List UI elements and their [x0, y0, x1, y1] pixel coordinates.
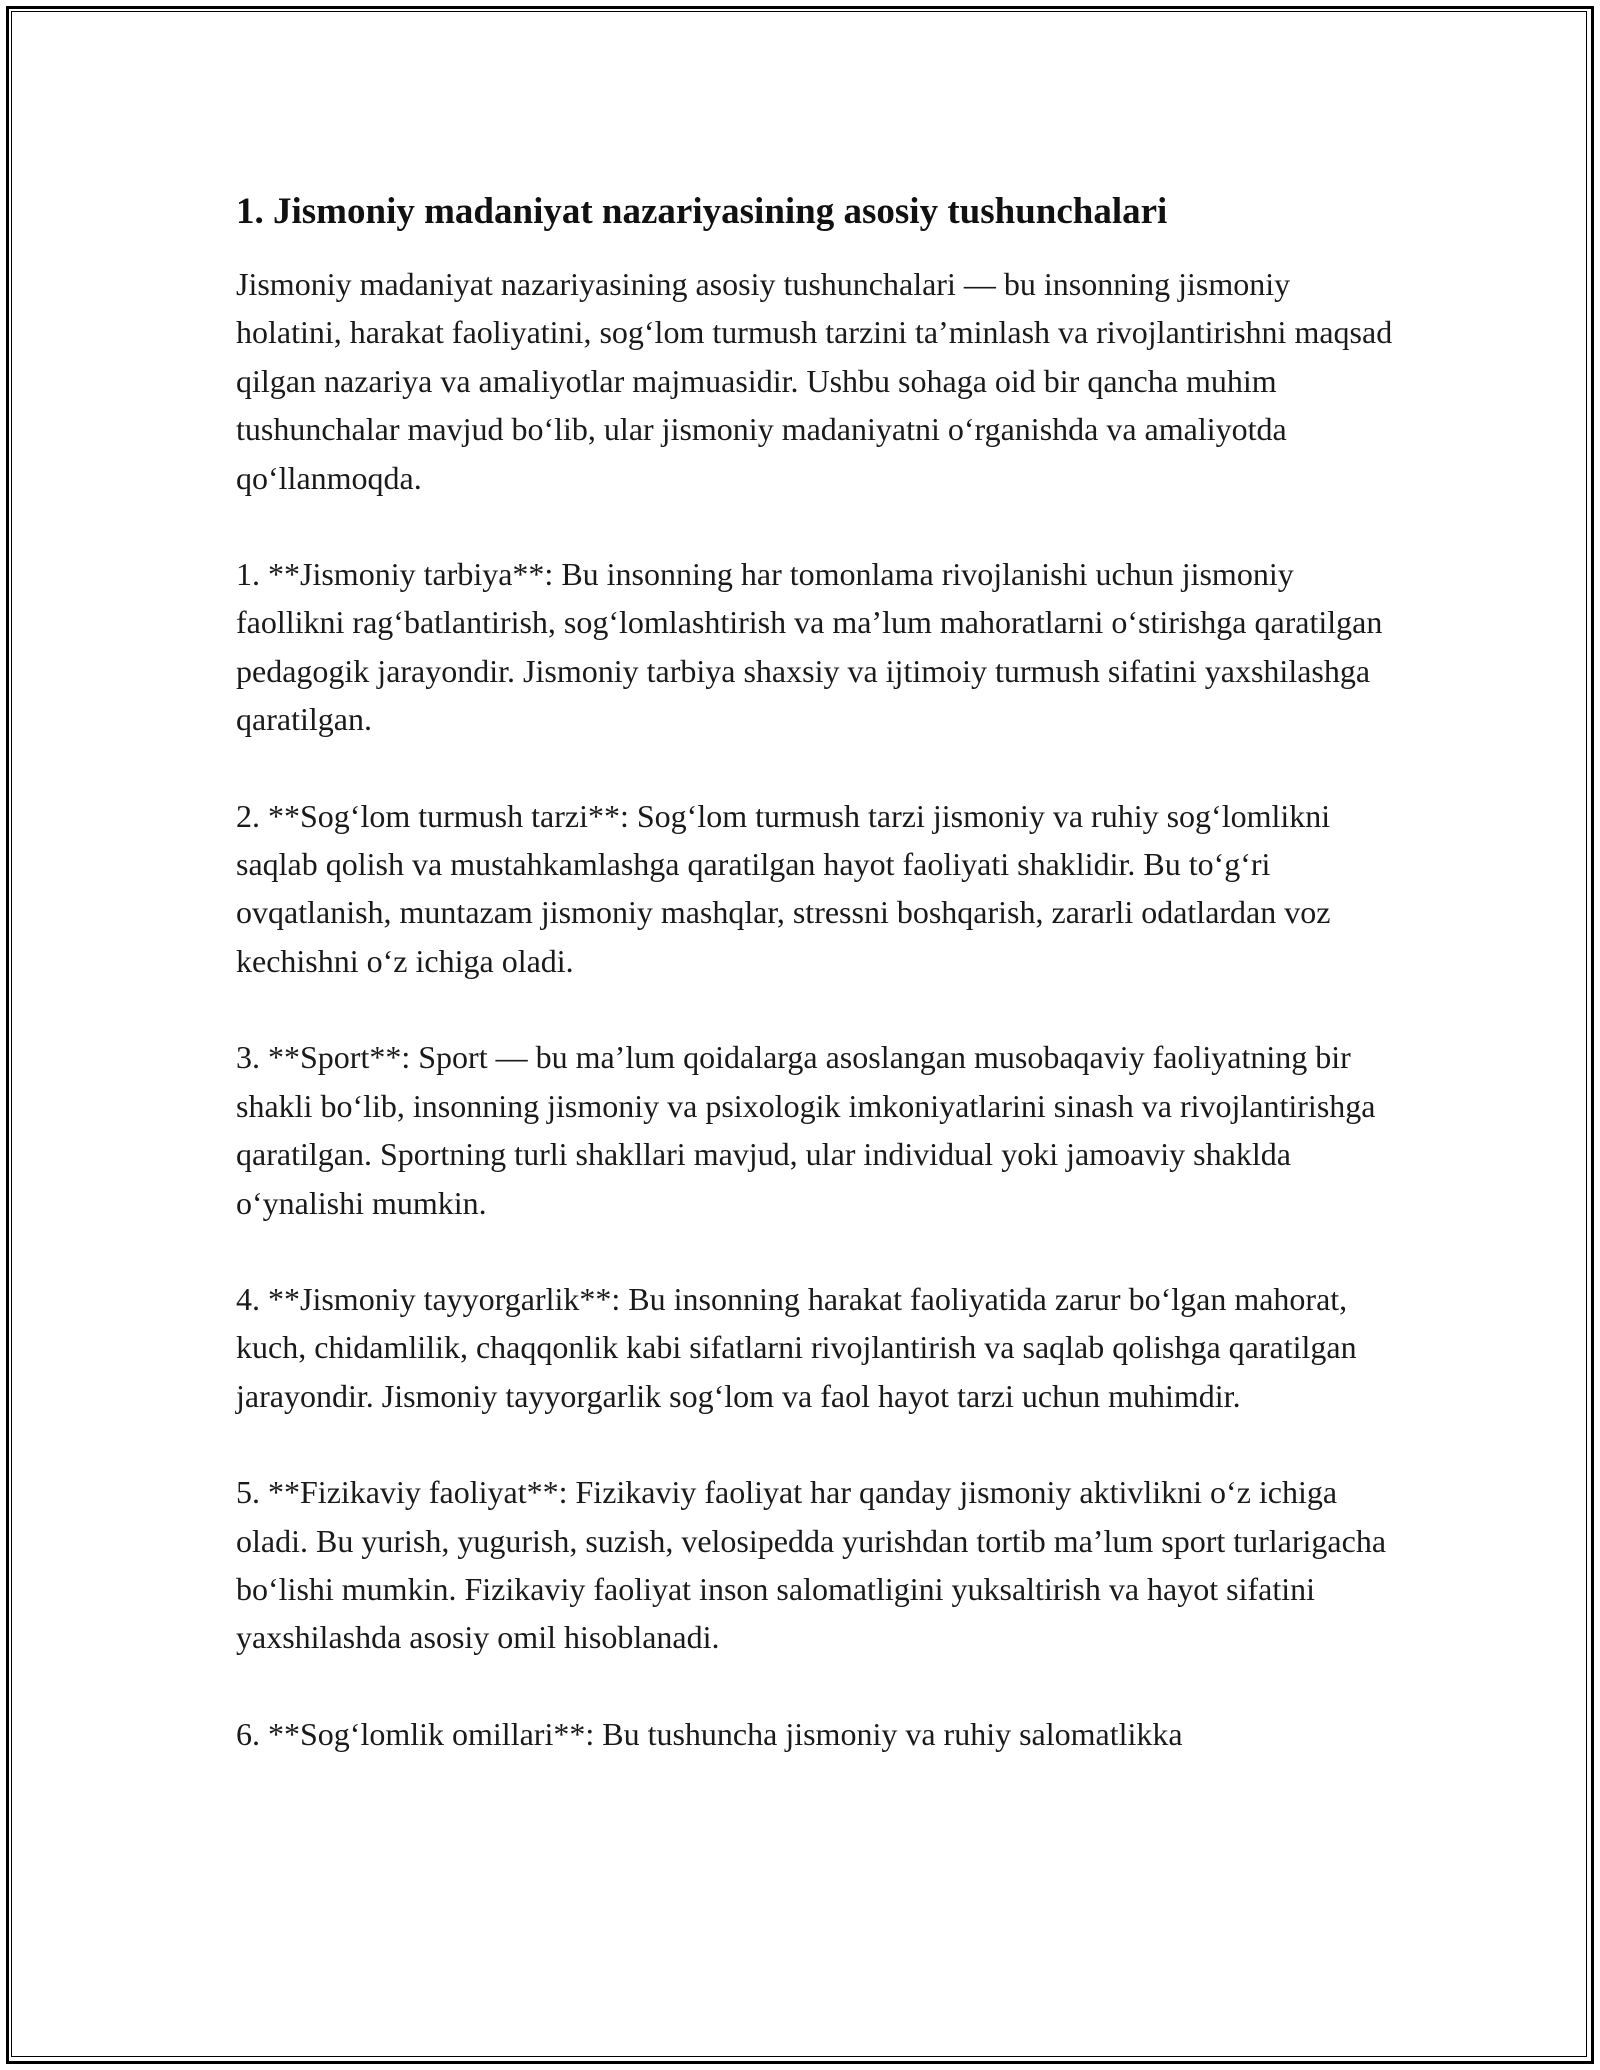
paragraph-soglomlik-omillari: 6. **Sog‘lomlik omillari**: Bu tushuncha jismoniy va ruhiy salomatlikka	[236, 1715, 1183, 1752]
document-body	[236, 186, 1396, 1806]
paragraph-fizikaviy-faoliyat: 5. **Fizikaviy faoliyat**: Fizikaviy faoliyat har qanday jismoniy aktivlikni o‘z ichiga oladi. Bu yurish, yugurish, suzish, velosipedda yurishdan tortib ma’lum sport turlarigacha bo‘lishi mumkin. Fizikaviy faoliyat inson salomatligini yuksaltirish va hayot sifatini yaxshilashda asosiy omil hisoblanadi.	[236, 1474, 1387, 1656]
intro-paragraph: Jismoniy madaniyat nazariyasining asosiy tushunchalari — bu insonning jismoniy holatini, harakat faoliyatini, sog‘lom turmush tarzini ta’minlash va rivojlantirishni maqsad qilgan nazariya va amaliyotlar majmuasidir. Ushbu sohaga oid bir qancha muhim tushunchalar mavjud bo‘lib, ular jismoniy madaniyatni o‘rganishda va amaliyotda qo‘llanmoqda.	[236, 266, 1393, 496]
document-title: 1. Jismoniy madaniyat nazariyasining asosiy tushunchalari	[236, 191, 1168, 232]
paragraph-sport: 3. **Sport**: Sport — bu ma’lum qoidalarga asoslangan musobaqaviy faoliyatning bir shakli bo‘lib, insonning jismoniy va psixologik imkoniyatlarini sinash va rivojlantirishga qaratilgan. Sportning turli shakllari mavjud, ular individual yoki jamoaviy shaklda o‘ynalishi mumkin.	[236, 1039, 1376, 1221]
paragraph-soglom-turmush-tarzi: 2. **Sog‘lom turmush tarzi**: Sog‘lom turmush tarzi jismoniy va ruhiy sog‘lomlikni saqlab qolish va mustahkamlashga qaratilgan hayot faoliyati shaklidir. Bu to‘g‘ri ovqatlanish, muntazam jismoniy mashqlar, stressni boshqarish, zararli odatlardan voz kechishni o‘z ichiga oladi.	[236, 797, 1331, 979]
paragraph-jismoniy-tayyorgarlik: 4. **Jismoniy tayyorgarlik**: Bu insonning harakat faoliyatida zarur bo‘lgan mahorat, kuch, chidamlilik, chaqqonlik kabi sifatlarni rivojlantirish va saqlab qolishga qaratilgan jarayondir. Jismoniy tayyorgarlik sog‘lom va faol hayot tarzi uchun muhimdir.	[236, 1280, 1357, 1414]
paragraph-jismoniy-tarbiya: 1. **Jismoniy tarbiya**: Bu insonning har tomonlama rivojlanishi uchun jismoniy faollikni rag‘batlantirish, sog‘lomlashtirish va ma’lum mahoratlarni o‘stirishga qaratilgan pedagogik jarayondir. Jismoniy tarbiya shaxsiy va ijtimoiy turmush sifatini yaxshilashga qaratilgan.	[236, 556, 1383, 738]
